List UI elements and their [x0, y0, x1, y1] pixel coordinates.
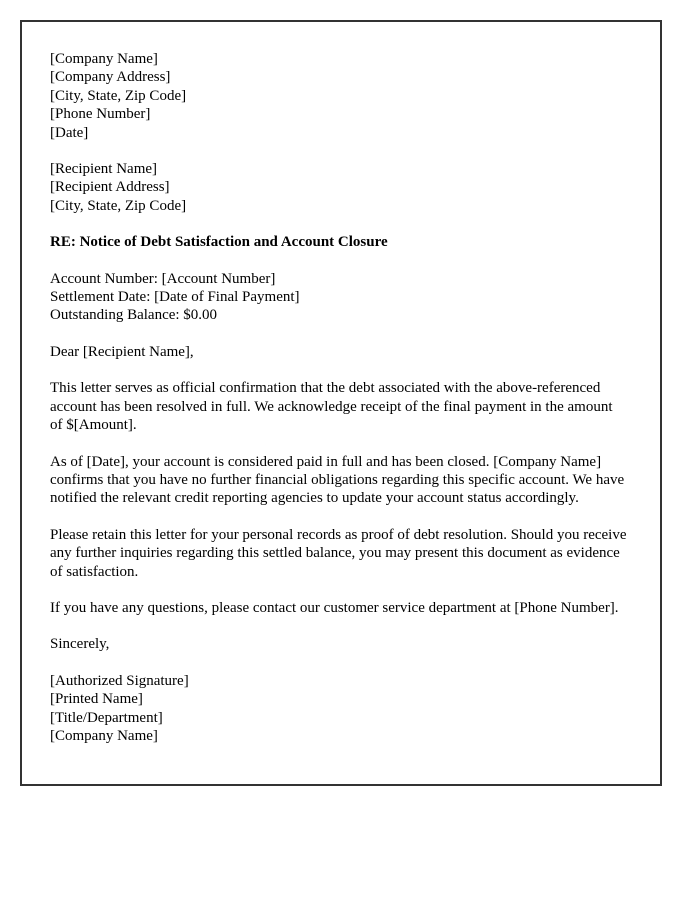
- closing: Sincerely,: [50, 636, 110, 653]
- outstanding-balance-line: Outstanding Balance: $0.00: [50, 307, 218, 324]
- paragraph-text: As of [Date], your account is considered paid in full and has been closed. [Company Name] confirms that you have no further financial obligations regarding this specific account. We have notified the relevant credit reporting agencies to update your account status accordingly.: [50, 453, 625, 507]
- paragraph-confirmation: [50, 379, 628, 434]
- title-department: [Title/Department]: [50, 709, 163, 726]
- letter-date: [Date]: [50, 124, 89, 141]
- printed-name: [Printed Name]: [50, 691, 143, 708]
- subject-line: RE: Notice of Debt Satisfaction and Account Closure: [50, 234, 388, 251]
- account-number-line: Account Number: [Account Number]: [50, 270, 276, 287]
- settlement-date-line: Settlement Date: [Date of Final Payment]: [50, 289, 300, 306]
- recipient-address: [Recipient Address]: [50, 179, 170, 196]
- sender-company-address: [Company Address]: [50, 69, 171, 86]
- paragraph-text: This letter serves as official confirmation that the debt associated with the above-referenced account has been resolved in full. We acknowledge receipt of the final payment in the amount of $[Amount].: [50, 380, 613, 434]
- sender-block: [50, 50, 628, 142]
- sender-company-name: [Company Name]: [50, 51, 158, 67]
- salutation: Dear [Recipient Name],: [50, 343, 194, 360]
- recipient-name: [Recipient Name]: [50, 161, 158, 178]
- recipient-city-state-zip: [City, State, Zip Code]: [50, 197, 187, 214]
- letter-page: [20, 20, 662, 786]
- closing-block: [50, 635, 628, 653]
- subject-block: [50, 233, 628, 251]
- paragraph-questions: [50, 599, 628, 617]
- signature-block: [50, 672, 628, 746]
- sender-phone-number: [Phone Number]: [50, 106, 151, 123]
- recipient-block: [50, 160, 628, 215]
- account-details-block: [50, 270, 628, 325]
- paragraph-account-closed: [50, 453, 628, 508]
- paragraph-text: If you have any questions, please contact our customer service department at [Phone Number].: [50, 599, 619, 616]
- signature-company-name: [Company Name]: [50, 727, 158, 744]
- salutation-block: [50, 343, 628, 361]
- sender-city-state-zip: [City, State, Zip Code]: [50, 87, 187, 104]
- paragraph-text: Please retain this letter for your personal records as proof of debt resolution. Should you receive any further inquiries regarding this settled balance, you may present this document as evidence of satisfaction.: [50, 526, 627, 580]
- paragraph-retain-letter: [50, 526, 628, 581]
- authorized-signature: [Authorized Signature]: [50, 672, 189, 689]
